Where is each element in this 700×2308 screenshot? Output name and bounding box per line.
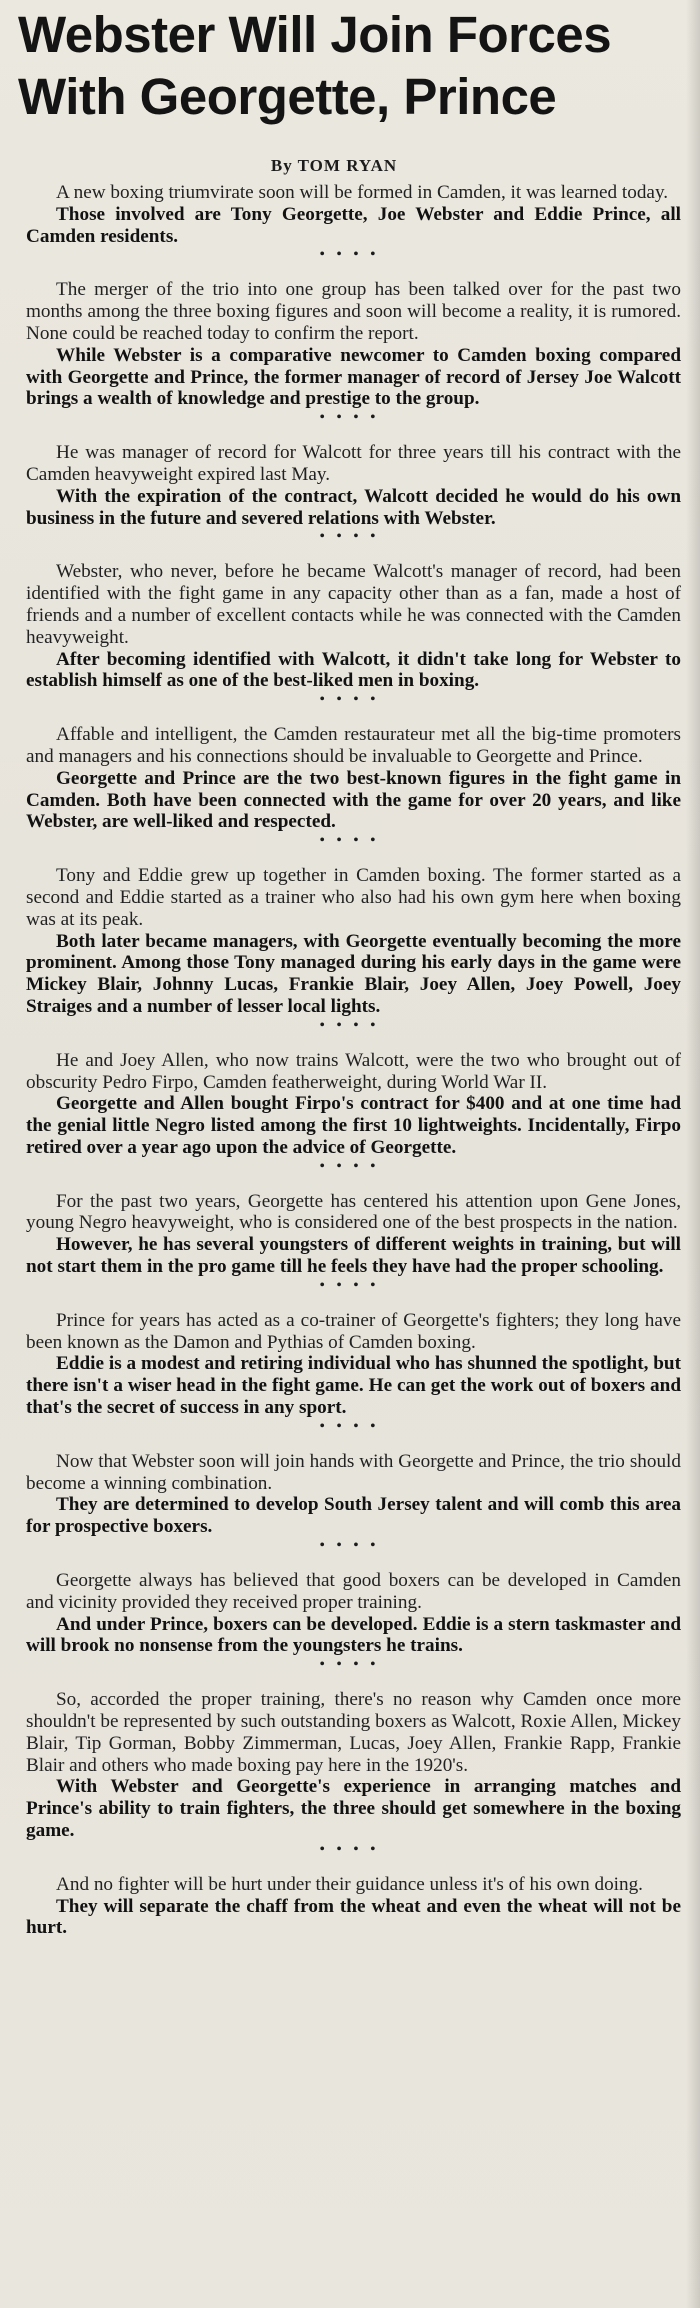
section-separator-dots: •••• xyxy=(319,1657,388,1673)
article-paragraph: The merger of the trio into one group has been talked over for the past two months among the three boxing figures and soon will become a reality, it is rumored. None could be reached today to confirm the report. xyxy=(26,279,681,344)
section-separator-dots: •••• xyxy=(319,1841,388,1857)
article-paragraph: However, he has several youngsters of different weights in training, but will not start them in the pro game till he feels they have had the proper schooling. xyxy=(26,1234,681,1278)
article-paragraph: So, accorded the proper training, there's no reason why Camden once more shouldn't be represented by such outstanding boxers as Walcott, Roxie Allen, Mickey Blair, Tip Gorman, Bobby Zimmerman, Lucas, Joey Allen, Frankie Rapp, Frankie Blair and others who made boxing pay here in the 1920's. xyxy=(26,1689,681,1776)
section-separator-dots: •••• xyxy=(319,247,388,263)
article-paragraph: With the expiration of the contract, Walcott decided he would do his own business in the future and severed relations with Webster. xyxy=(26,485,681,529)
section-separator-dots: •••• xyxy=(319,1277,388,1293)
article-paragraph: Now that Webster soon will join hands with Georgette and Prince, the trio should become a winning combination. xyxy=(26,1450,681,1494)
article-paragraph: A new boxing triumvirate soon will be formed in Camden, it was learned today. xyxy=(56,182,669,203)
article-paragraph: Both later became managers, with Georgette eventually becoming the more prominent. Among those Tony managed during his early days in the game were Mickey Blair, Johnny Lucas, Frankie Blair, Joey Allen, Joey Powell, Joey Straiges and a number of lesser local lights. xyxy=(26,930,681,1017)
article-paragraph: Georgette and Prince are the two best-known figures in the fight game in Camden. Both have been connected with the game for over 20 years, and like Webster, are well-liked and respected. xyxy=(26,767,681,833)
article-paragraph: And under Prince, boxers can be developed. Eddie is a stern taskmaster and will brook no nonsense from the youngsters he trains. xyxy=(26,1613,681,1657)
article-paragraph: He and Joey Allen, who now trains Walcott, were the two who brought out of obscurity Pedro Firpo, Camden featherweight, during World War II. xyxy=(26,1049,681,1093)
section-separator-dots: •••• xyxy=(319,529,388,545)
article-paragraph: Those involved are Tony Georgette, Joe Webster and Eddie Prince, all Camden residents. xyxy=(26,203,681,247)
article-body xyxy=(26,182,681,1939)
article-paragraph: He was manager of record for Walcott for three years till his contract with the Camden heavyweight expired last May. xyxy=(26,442,681,485)
article-paragraph: Georgette and Allen bought Firpo's contract for $400 and at one time had the genial little Negro listed among the first 10 lightweights. Incidentally, Firpo retired over a year ago upon the advice of Georgette. xyxy=(26,1093,681,1158)
article-paragraph: Eddie is a modest and retiring individual who has shunned the spotlight, but there isn't a wiser head in the fight game. He can get the work out of boxers and that's the secret of success in any sport. xyxy=(26,1353,681,1419)
article-paragraph: While Webster is a comparative newcomer to Camden boxing compared with Georgette and Prince, the former manager of record of Jersey Joe Walcott brings a wealth of knowledge and prestige to the group. xyxy=(26,344,681,410)
section-separator-dots: •••• xyxy=(319,833,388,849)
article-paragraph: After becoming identified with Walcott, it didn't take long for Webster to establish himself as one of the best-liked men in boxing. xyxy=(26,648,681,692)
article-paragraph: Georgette always has believed that good boxers can be developed in Camden and vicinity provided they received proper training. xyxy=(26,1570,681,1613)
article-paragraph: Affable and intelligent, the Camden restaurateur met all the big-time promoters and managers and his connections should be invaluable to Georgette and Prince. xyxy=(26,724,681,767)
byline: By TOM RYAN xyxy=(270,156,398,175)
headline-line-2: With Georgette, Prince xyxy=(18,68,557,125)
section-separator-dots: •••• xyxy=(319,1158,388,1174)
article-paragraph: Tony and Eddie grew up together in Camden boxing. The former started as a second and Eddie started as a trainer who also had his own gym here when boxing was at its peak. xyxy=(26,865,681,930)
section-separator-dots: •••• xyxy=(319,1017,388,1033)
page-edge-shadow xyxy=(686,0,700,2308)
section-separator-dots: •••• xyxy=(319,1418,388,1434)
section-separator-dots: •••• xyxy=(319,692,388,708)
article-paragraph: They will separate the chaff from the wheat and even the wheat will not be hurt. xyxy=(26,1895,681,1939)
article-paragraph: Webster, who never, before he became Walcott's manager of record, had been identified with the fight game in any capacity other than as a fan, made a host of friends and a number of excellent contacts while he was connected with the Camden heavyweight. xyxy=(26,561,681,648)
article-paragraph: And no fighter will be hurt under their guidance unless it's of his own doing. xyxy=(56,1873,643,1895)
section-separator-dots: •••• xyxy=(319,410,388,426)
article-paragraph: Prince for years has acted as a co-trainer of Georgette's fighters; they long have been known as the Damon and Pythias of Camden boxing. xyxy=(26,1309,681,1353)
headline xyxy=(18,4,682,128)
headline-line-1: Webster Will Join Forces xyxy=(18,6,612,63)
article-paragraph: They are determined to develop South Jersey talent and will comb this area for prospective boxers. xyxy=(26,1494,681,1538)
article-paragraph: With Webster and Georgette's experience in arranging matches and Prince's ability to train fighters, the three should get somewhere in the boxing game. xyxy=(26,1776,681,1842)
section-separator-dots: •••• xyxy=(319,1538,388,1554)
article-paragraph: For the past two years, Georgette has centered his attention upon Gene Jones, young Negro heavyweight, who is considered one of the best prospects in the nation. xyxy=(26,1190,681,1234)
